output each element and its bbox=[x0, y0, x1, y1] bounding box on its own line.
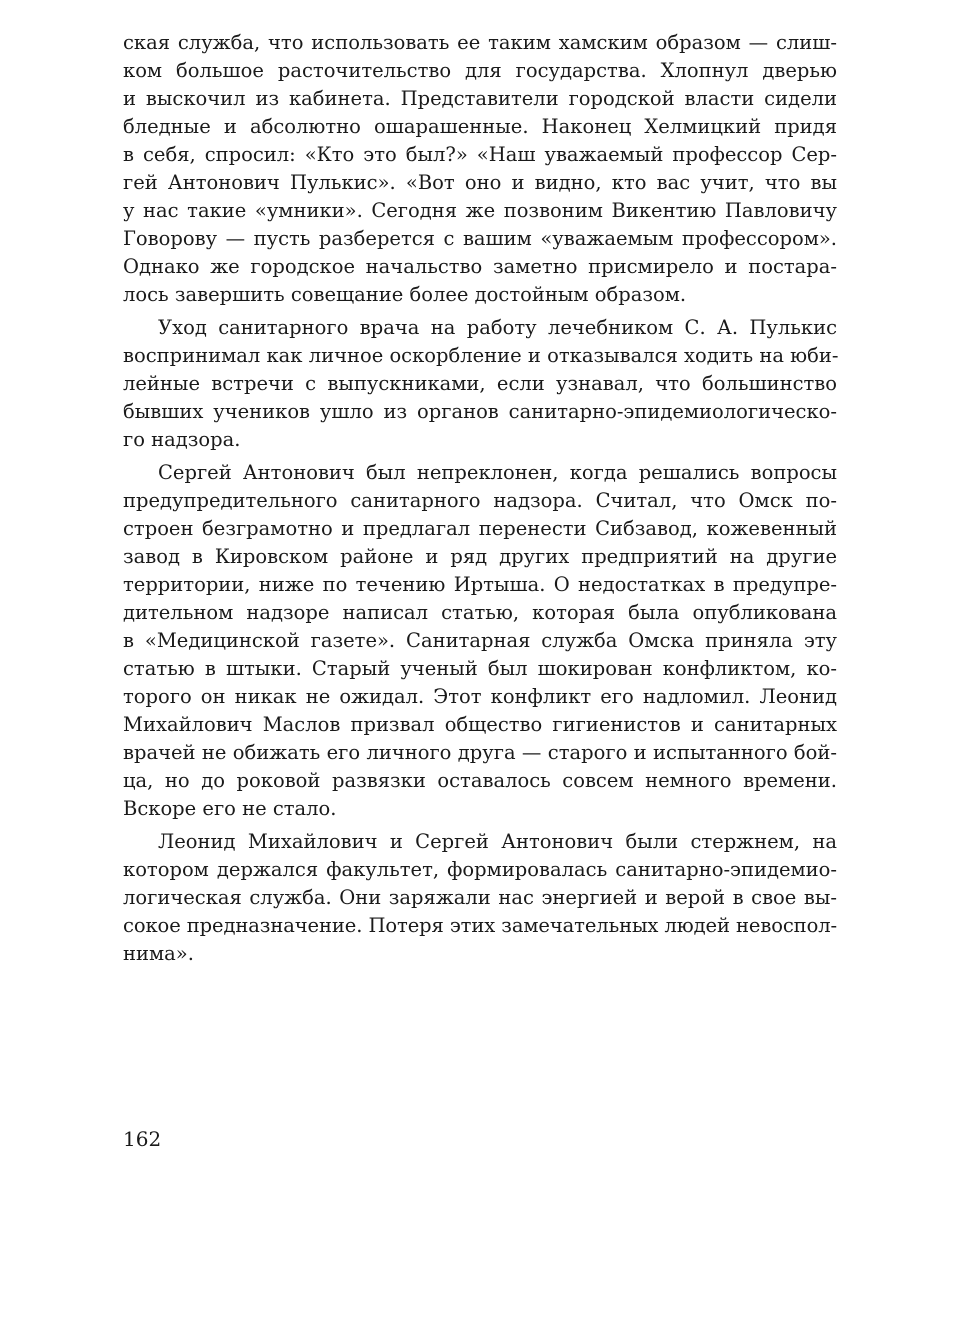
paragraph-2 bbox=[123, 314, 837, 454]
text-line: Сергей Антонович был непреклонен, когда решались вопросы bbox=[158, 461, 837, 484]
paragraph-3 bbox=[123, 459, 837, 823]
text-line: Однако же городское начальство заметно присмирело и постара- bbox=[123, 255, 837, 278]
paragraph-4 bbox=[123, 828, 837, 968]
page-number: 162 bbox=[123, 1127, 162, 1151]
text-line: Михайлович Маслов призвал общество гигиенистов и санитарных bbox=[123, 713, 837, 736]
text-line: Говорову — пусть разберется с вашим «уважаемым профессором». bbox=[123, 227, 837, 250]
text-line: предупредительного санитарного надзора. Считал, что Омск по- bbox=[123, 489, 837, 512]
text-line: в «Медицинской газете». Санитарная служба Омска приняла эту bbox=[123, 629, 837, 652]
text-line: торого он никак не ожидал. Этот конфликт его надломил. Леонид bbox=[123, 685, 837, 708]
text-line: в себя, спросил: «Кто это был?» «Наш уважаемый профессор Сер- bbox=[123, 143, 837, 166]
text-line: у нас такие «умники». Сегодня же позвоним Викентию Павловичу bbox=[123, 199, 837, 222]
text-line: бледные и абсолютно ошарашенные. Наконец Хелмицкий придя bbox=[123, 115, 837, 138]
text-line: завод в Кировском районе и ряд других предприятий на другие bbox=[123, 545, 837, 568]
text-line: статью в штыки. Старый ученый был шокирован конфликтом, ко- bbox=[123, 657, 837, 680]
body-text bbox=[123, 29, 837, 968]
text-line: бывших учеников ушло из органов санитарно-эпидемиологическо- bbox=[123, 400, 837, 423]
text-line: логическая служба. Они заряжали нас энергией и верой в свое вы- bbox=[123, 886, 837, 909]
text-line: го надзора. bbox=[123, 428, 241, 451]
text-line: гей Антонович Пулькис». «Вот оно и видно, кто вас учит, что вы bbox=[123, 171, 837, 194]
text-line: и выскочил из кабинета. Представители городской власти сидели bbox=[123, 87, 837, 110]
text-line: сокое предназначение. Потеря этих замечательных людей невоспол- bbox=[123, 914, 837, 937]
paragraph-1 bbox=[123, 29, 837, 309]
text-line: Уход санитарного врача на работу лечебником С. А. Пулькис bbox=[158, 316, 837, 339]
text-line: ком большое расточительство для государства. Хлопнул дверью bbox=[123, 59, 837, 82]
text-line: воспринимал как личное оскорбление и отказывался ходить на юби- bbox=[123, 344, 839, 367]
text-line: строен безграмотно и предлагал перенести Сибзавод, кожевенный bbox=[123, 517, 837, 540]
text-line: ца, но до роковой развязки оставалось совсем немного времени. bbox=[123, 769, 837, 792]
text-line: территории, ниже по течению Иртыша. О недостатках в предупре- bbox=[123, 573, 837, 596]
text-line: дительном надзоре написал статью, которая была опубликована bbox=[123, 601, 837, 624]
text-line: лось завершить совещание более достойным образом. bbox=[123, 283, 687, 306]
text-line: нима». bbox=[123, 942, 194, 965]
text-line: ская служба, что использовать ее таким хамским образом — слиш- bbox=[123, 31, 837, 54]
text-line: лейные встречи с выпускниками, если узнавал, что большинство bbox=[123, 372, 837, 395]
text-line: Вскоре его не стало. bbox=[123, 797, 337, 820]
text-line: врачей не обижать его личного друга — старого и испытанного бой- bbox=[123, 741, 837, 764]
text-line: Леонид Михайлович и Сергей Антонович были стержнем, на bbox=[158, 830, 837, 853]
text-line: котором держался факультет, формировалась санитарно-эпидемио- bbox=[123, 858, 837, 881]
